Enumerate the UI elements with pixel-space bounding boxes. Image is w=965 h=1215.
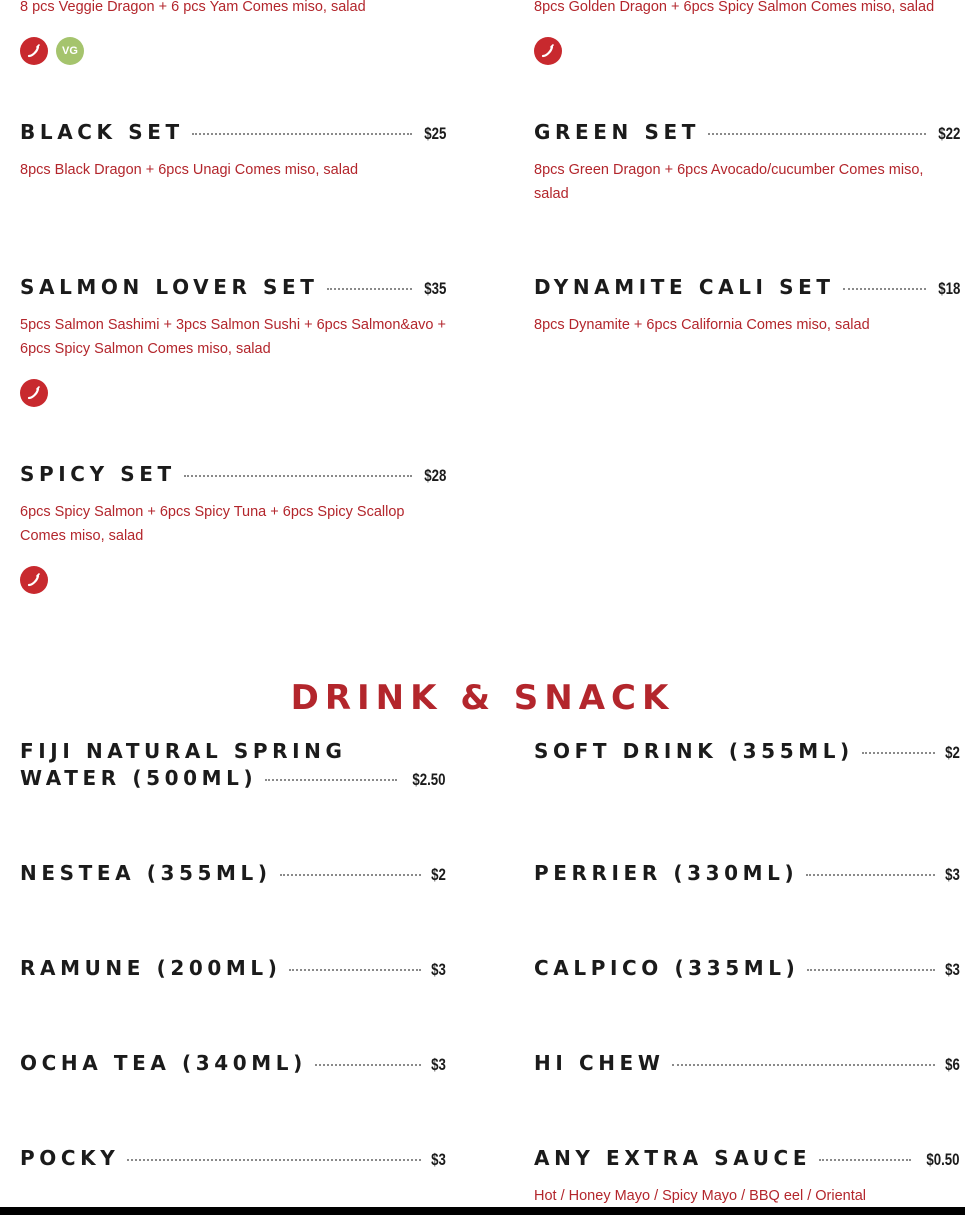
dot-leader — [708, 133, 926, 135]
ocha-tea-name: OCHA TEA (340ML) — [20, 1051, 307, 1075]
extra-sauce-name: ANY EXTRA SAUCE — [534, 1146, 812, 1170]
soft-drink-title-row — [534, 738, 960, 765]
dynamite-cali-set-price: $18 — [937, 279, 960, 298]
nestea-title-row — [20, 860, 446, 887]
dot-leader — [265, 779, 397, 781]
black-set-name: BLACK SET — [20, 120, 184, 144]
salmon-lover-set-title-row — [20, 274, 446, 301]
perrier-title-row — [534, 860, 960, 887]
drink-snack-heading: DRINK & SNACK — [290, 678, 675, 718]
bottom-border — [0, 1207, 965, 1215]
chili-pepper-icon — [20, 379, 48, 407]
salmon-lover-set-price: $35 — [423, 279, 446, 298]
hi-chew-price: $6 — [945, 1055, 960, 1074]
soft-drink-price: $2 — [945, 743, 960, 762]
vg-icon: VG — [56, 37, 84, 65]
golden-set-description: 8pcs Golden Dragon + 6pcs Spicy Salmon Comes miso, salad — [534, 0, 935, 15]
calpico-name: CALPICO (335ML) — [534, 956, 800, 980]
perrier-name: PERRIER (330ML) — [534, 861, 799, 885]
spicy-set-description: 6pcs Spicy Salmon + 6pcs Spicy Tuna + 6pcs Spicy Scallop Comes miso, salad — [20, 504, 405, 544]
black-set-description: 8pcs Black Dragon + 6pcs Unagi Comes miso, salad — [20, 162, 359, 178]
golden-set-badges — [534, 37, 570, 65]
ocha-tea-title-row — [20, 1050, 446, 1077]
extra-sauce-description: Hot / Honey Mayo / Spicy Mayo / BBQ eel / Oriental — [534, 1188, 867, 1204]
dot-leader — [184, 475, 412, 477]
dot-leader — [327, 288, 412, 290]
black-set-title-row — [20, 119, 446, 146]
dot-leader — [672, 1064, 935, 1066]
hi-chew-title-row — [534, 1050, 960, 1077]
dot-leader — [807, 969, 935, 971]
fiji-water-title-row — [20, 765, 446, 792]
fiji-water-name-line1: FIJI NATURAL SPRING — [20, 739, 347, 763]
spicy-set-badges — [20, 566, 56, 594]
dynamite-cali-set-name: DYNAMITE CALI SET — [534, 275, 835, 299]
salmon-lover-set-badges — [20, 379, 56, 407]
veggie-set-badges — [20, 37, 92, 65]
pocky-price: $3 — [431, 1150, 446, 1169]
veggie-set-description: 8 pcs Veggie Dragon + 6 pcs Yam Comes miso, salad — [20, 0, 366, 15]
green-set-title-row — [534, 119, 960, 146]
dynamite-cali-set-title-row — [534, 274, 960, 301]
ramune-title-row — [20, 955, 446, 982]
extra-sauce-price: $0.50 — [926, 1150, 960, 1169]
spicy-set-title-row — [20, 461, 446, 488]
dot-leader — [127, 1159, 421, 1161]
pocky-name: POCKY — [20, 1146, 120, 1170]
hi-chew-name: HI CHEW — [534, 1051, 665, 1075]
chili-pepper-icon — [20, 37, 48, 65]
spicy-set-price: $28 — [423, 466, 446, 485]
spicy-set-name: SPICY SET — [20, 462, 176, 486]
nestea-price: $2 — [431, 865, 446, 884]
dot-leader — [192, 133, 412, 135]
pocky-title-row — [20, 1145, 446, 1172]
fiji-water-name-line2: WATER (500ML) — [20, 766, 258, 790]
salmon-lover-set-description: 5pcs Salmon Sashimi + 3pcs Salmon Sushi + 6pcs Salmon&avo + 6pcs Spicy Salmon Comes miso, salad — [20, 317, 446, 357]
chili-pepper-icon — [20, 566, 48, 594]
nestea-name: NESTEA (355ML) — [20, 861, 272, 885]
green-set-name: GREEN SET — [534, 120, 700, 144]
extra-sauce-title-row — [534, 1145, 960, 1172]
dot-leader — [280, 874, 421, 876]
chili-pepper-icon — [534, 37, 562, 65]
black-set-price: $25 — [423, 124, 446, 143]
dot-leader — [289, 969, 421, 971]
green-set-price: $22 — [937, 124, 960, 143]
calpico-price: $3 — [945, 960, 960, 979]
ramune-price: $3 — [431, 960, 446, 979]
green-set-description: 8pcs Green Dragon + 6pcs Avocado/cucumber Comes miso, salad — [534, 162, 924, 202]
dot-leader — [862, 752, 935, 754]
soft-drink-name: SOFT DRINK (355ML) — [534, 739, 854, 763]
salmon-lover-set-name: SALMON LOVER SET — [20, 275, 319, 299]
ocha-tea-price: $3 — [431, 1055, 446, 1074]
dot-leader — [819, 1159, 911, 1161]
dot-leader — [806, 874, 935, 876]
dot-leader — [315, 1064, 421, 1066]
perrier-price: $3 — [945, 865, 960, 884]
fiji-water-price: $2.50 — [412, 770, 446, 789]
ramune-name: RAMUNE (200ML) — [20, 956, 282, 980]
calpico-title-row — [534, 955, 960, 982]
dot-leader — [843, 288, 926, 290]
dynamite-cali-set-description: 8pcs Dynamite + 6pcs California Comes miso, salad — [534, 317, 870, 333]
